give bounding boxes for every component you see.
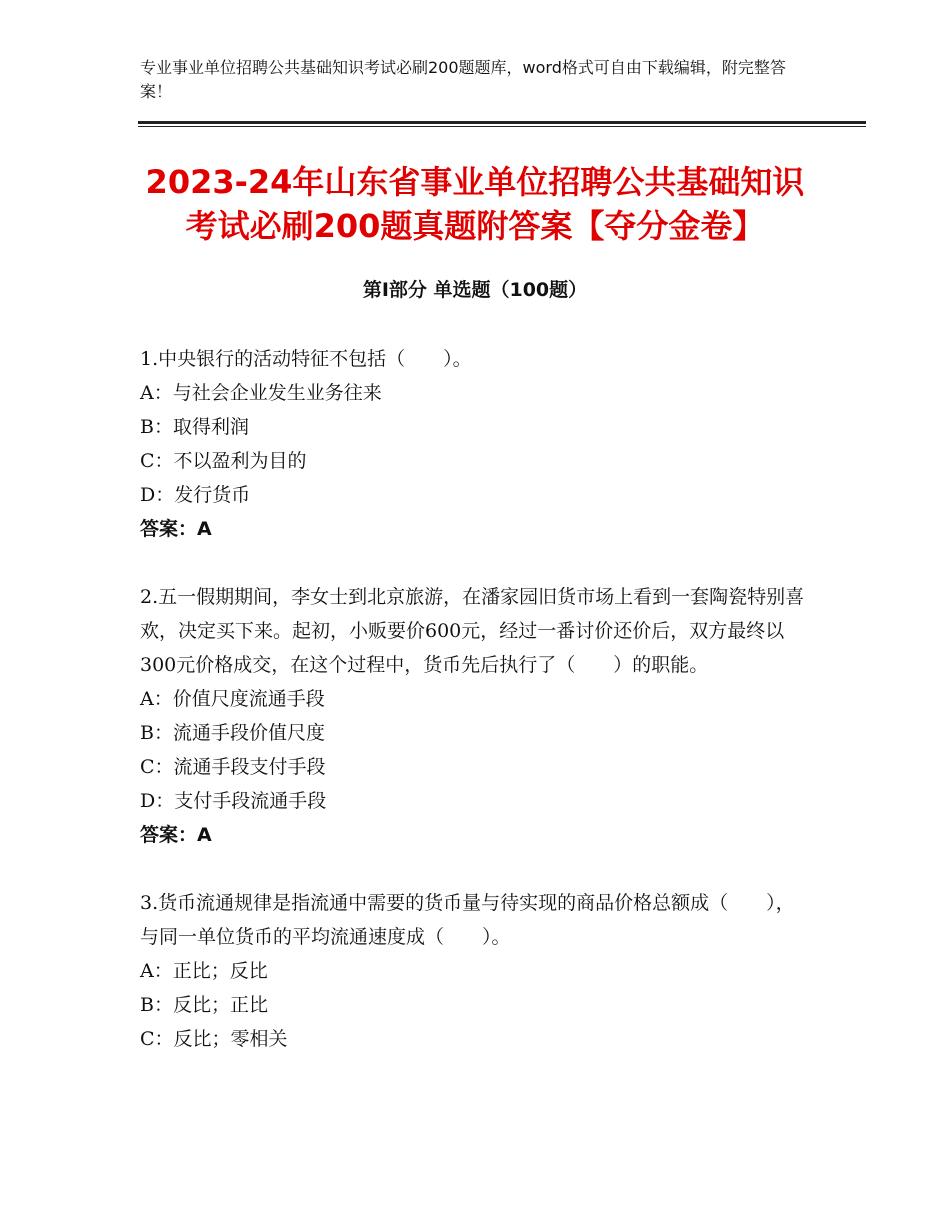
- question-list: [140, 342, 805, 1090]
- header-rule-thick: [138, 121, 866, 124]
- answer: 答案：A: [140, 824, 212, 846]
- option-d: D：支付手段流通手段: [140, 790, 327, 812]
- question-stem: 3.货币流通规律是指流通中需要的货币量与待实现的商品价格总额成（ ），与同一单位货币的平均流通速度成（ ）。: [140, 892, 795, 948]
- option-b: B：取得利润: [140, 416, 249, 438]
- question-2: [140, 580, 805, 852]
- option-d: D：发行货币: [140, 484, 251, 506]
- answer: 答案：A: [140, 518, 212, 540]
- option-c: C：不以盈利为目的: [140, 450, 307, 472]
- header-rule-thin: [138, 126, 866, 127]
- header-note: 专业事业单位招聘公共基础知识考试必刷200题题库，word格式可自由下载编辑，附完整答案！: [140, 58, 786, 101]
- question-stem: 1.中央银行的活动特征不包括（ ）。: [140, 348, 472, 370]
- question-1: [140, 342, 805, 546]
- option-c: C：流通手段支付手段: [140, 756, 326, 778]
- option-a: A：价值尺度流通手段: [140, 688, 325, 710]
- section-title: 第Ⅰ部分 单选题（100题）: [362, 279, 588, 301]
- question-3: [140, 886, 805, 1056]
- option-b: B：流通手段价值尺度: [140, 722, 325, 744]
- option-b: B：反比；正比: [140, 994, 268, 1016]
- option-a: A：正比；反比: [140, 960, 268, 982]
- question-stem: 2.五一假期期间，李女士到北京旅游，在潘家园旧货市场上看到一套陶瓷特别喜欢，决定买下来。起初，小贩要价600元，经过一番讨价还价后，双方最终以300元价格成交，在这个过程中，货币先后执行了（ ）的职能。: [140, 586, 805, 676]
- option-c: C：反比；零相关: [140, 1028, 288, 1050]
- document-title: 2023-24年山东省事业单位招聘公共基础知识考试必刷200题真题附答案【夺分金卷】: [145, 163, 805, 245]
- option-a: A：与社会企业发生业务往来: [140, 382, 382, 404]
